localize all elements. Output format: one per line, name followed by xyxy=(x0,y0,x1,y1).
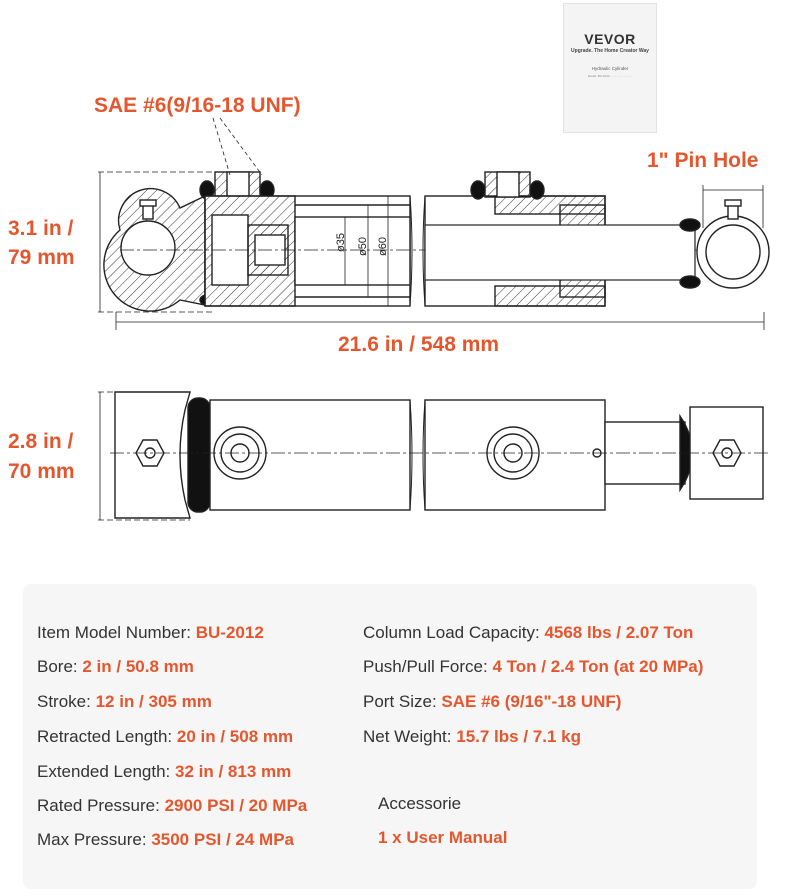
spec-model: Item Model Number: BU-2012 xyxy=(37,623,264,642)
spec-column-load: Column Load Capacity: 4568 lbs / 2.07 Ton xyxy=(363,623,694,642)
spec-extended-length: Extended Length: 32 in / 813 mm xyxy=(37,762,292,781)
spec-stroke: Stroke: 12 in / 305 mm xyxy=(37,692,212,711)
length-label: 21.6 in / 548 mm xyxy=(338,333,500,356)
spec-push-pull-force: Push/Pull Force: 4 Ton / 2.4 Ton (at 20 MPa) xyxy=(363,657,704,676)
accessories-title: Accessorie xyxy=(378,794,462,813)
manual-slogan: Upgrade. The Home Creator Way xyxy=(571,48,649,54)
dia-35-label: ø35 xyxy=(335,233,347,252)
accessories-item: 1 x User Manual xyxy=(378,828,508,847)
height-bottom-mm-label: 70 mm xyxy=(8,460,75,483)
spec-bore: Bore: 2 in / 50.8 mm xyxy=(37,657,194,676)
user-manual-image xyxy=(563,3,657,133)
manual-brand: VEVOR xyxy=(584,31,636,47)
spec-net-weight: Net Weight: 15.7 lbs / 7.1 kg xyxy=(363,727,581,746)
spec-port-size: Port Size: SAE #6 (9/16"-18 UNF) xyxy=(363,692,622,711)
height-top-mm-label: 79 mm xyxy=(8,246,75,269)
height-bottom-in-label: 2.8 in / xyxy=(8,430,74,453)
dia-50-label: ø50 xyxy=(357,237,369,256)
dia-60-label: ø60 xyxy=(377,237,389,256)
manual-product: Hydraulic Cylinder xyxy=(591,66,629,71)
spec-max-pressure: Max Pressure: 3500 PSI / 24 MPa xyxy=(37,830,295,849)
spec-rated-pressure: Rated Pressure: 2900 PSI / 20 MPa xyxy=(37,796,308,815)
port-size-label: SAE #6(9/16-18 UNF) xyxy=(94,94,301,117)
pin-hole-label: 1" Pin Hole xyxy=(647,149,759,172)
top-view xyxy=(98,392,770,520)
manual-subline: Model: BU-2012 ........ ........ ........ xyxy=(587,74,633,78)
spec-retracted-length: Retracted Length: 20 in / 508 mm xyxy=(37,727,294,746)
height-top-in-label: 3.1 in / xyxy=(8,217,74,240)
